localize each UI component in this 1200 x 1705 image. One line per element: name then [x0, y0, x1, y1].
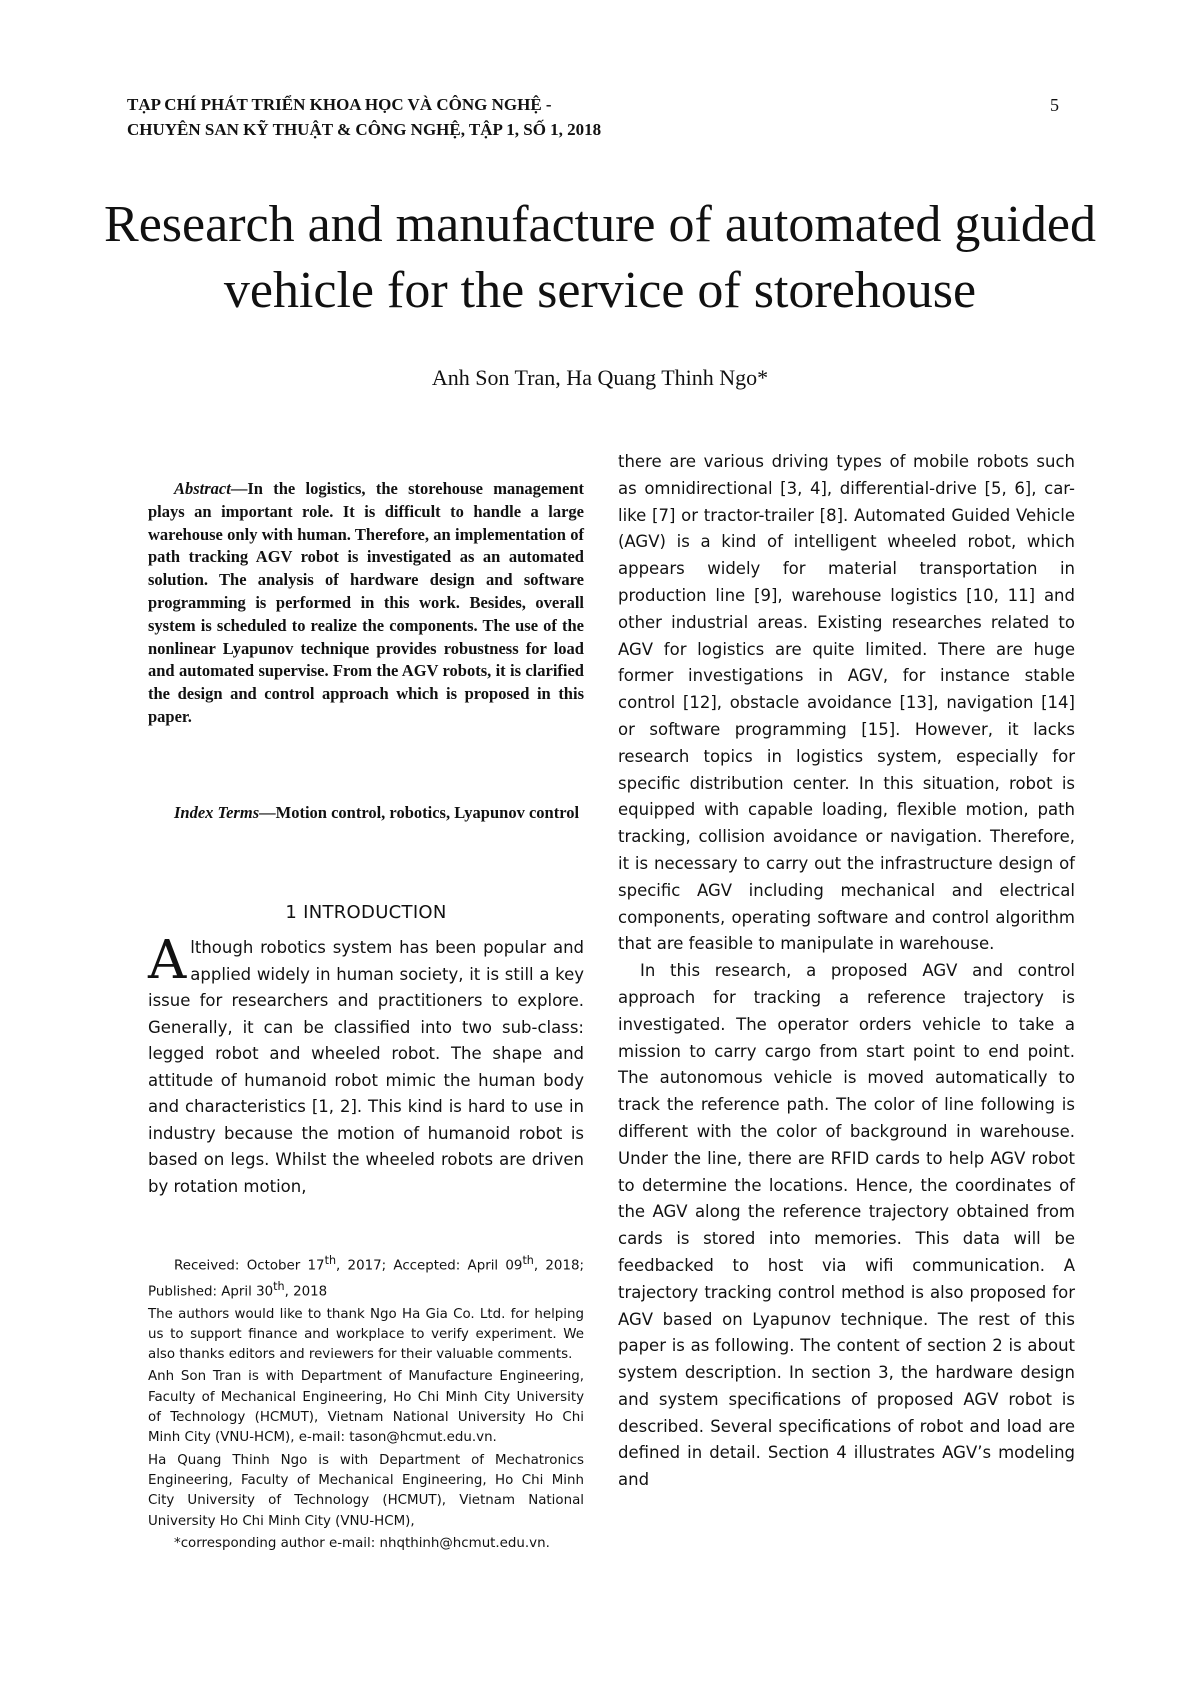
footnote-acknowledgement: The authors would like to thank Ngo Ha Gia Co. Ltd. for helping us to support finance and workplace to verify experiment. We also thanks editors and reviewers for their valuable comments.: [148, 1306, 584, 1363]
paper-title: [60, 192, 1140, 324]
ordinal-suffix: th: [324, 1254, 337, 1267]
index-terms: [148, 801, 584, 824]
index-terms-text: —Motion control, robotics, Lyapunov control: [259, 803, 580, 822]
received-date: Received: October 17: [174, 1258, 325, 1274]
journal-name-line2: CHUYÊN SAN KỸ THUẬT & CÔNG NGHỆ, TẬP 1, SỐ 1, 2018: [127, 120, 602, 139]
page-number: 5: [1050, 95, 1059, 115]
footnotes: [148, 1251, 584, 1556]
journal-name-line1: TẠP CHÍ PHÁT TRIỂN KHOA HỌC VÀ CÔNG NGHỆ -: [127, 95, 552, 114]
journal-header: [127, 92, 601, 142]
ordinal-suffix: th: [273, 1279, 285, 1293]
paper-title-line2: vehicle for the service of storehouse: [223, 262, 977, 319]
published-date: , 2018; Published: April 30: [148, 1258, 584, 1300]
footnote-author1: Anh Son Tran is with Department of Manufacture Engineering, Faculty of Mechanical Engineering, Ho Chi Minh City University of Technology (HCMUT), Vietnam National University Ho Chi Minh City (VNU-HCM), e-mail: tason@hcmut.edu.vn.: [148, 1369, 584, 1446]
introduction-text: lthough robotics system has been popular and applied widely in human society, it is still a key issue for researchers and practitioners to explore. Generally, it can be classified into two sub-class: legged robot and wheeled robot. The shape and attitude of humanoid robot mimic the human body and characteristics [1, 2]. This kind is hard to use in industry because the motion of humanoid robot is based on legs. Whilst the wheeled robots are driven by rotation motion,: [148, 938, 584, 1196]
body-paragraph-2: In this research, a proposed AGV and control approach for tracking a reference trajectory is investigated. The operator orders vehicle to take a mission to carry cargo from start point to end point. The autonomous vehicle is moved automatically to track the reference path. The color of line following is different with the color of background in warehouse. Under the line, there are RFID cards to help AGV robot to determine the locations. Hence, the coordinates of the AGV along the reference trajectory obtained from cards is stored into memories. This data will be feedbacked to host via wifi communication. A trajectory tracking control method is also proposed for AGV based on Lyapunov technique. The rest of this paper is as following. The content of section 2 is about system description. In section 3, the hardware design and system specifications of proposed AGV robot is described. Several specifications of robot and load are defined in detail. Section 4 illustrates AGV’s modeling and: [618, 961, 1075, 1490]
footnote-corresponding: *corresponding author e-mail: nhqthinh@hcmut.edu.vn.: [174, 1535, 550, 1551]
section-heading: 1 INTRODUCTION: [285, 902, 447, 923]
right-column: [618, 449, 1075, 1494]
published-year: , 2018: [284, 1284, 328, 1300]
index-terms-label: Index Terms: [174, 803, 260, 822]
footnote-dates: [148, 1251, 584, 1303]
author-list: Anh Son Tran, Ha Quang Thinh Ngo*: [431, 365, 769, 390]
ordinal-suffix: th: [522, 1254, 534, 1267]
abstract-label: Abstract: [174, 479, 231, 498]
drop-cap: A: [148, 930, 187, 991]
paper-title-line1: Research and manufacture of automated guided: [104, 196, 1096, 253]
abstract-text: —In the logistics, the storehouse management plays an important role. It is difficult to handle a large warehouse only with human. Therefore, an implementation of path tracking AGV robot is investigated as an automated solution. The analysis of hardware design and software programming is performed in this work. Besides, overall system is scheduled to realize the components. The use of the nonlinear Lyapunov technique provides robustness for load and automated supervise. From the AGV robots, it is clarified the design and control approach which is proposed in this paper.: [148, 479, 584, 726]
body-paragraph-1: there are various driving types of mobile robots such as omnidirectional [3, 4], differential-drive [5, 6], car-like [7] or tractor-trailer [8]. Automated Guided Vehicle (AGV) is a kind of intelligent wheeled robot, which appears widely for material transportation in production line [9], warehouse logistics [10, 11] and other industrial areas. Existing researches related to AGV for logistics are quite limited. There are huge former investigations in AGV, for instance stable control [12], obstacle avoidance [13], navigation [14] or software programming [15]. However, it lacks research topics in logistics system, especially for specific distribution center. In this situation, robot is equipped with capable loading, flexible motion, path tracking, collision avoidance or navigation. Therefore, it is necessary to carry out the infrastructure design of specific AGV including mechanical and electrical components, operating software and control algorithm that are feasible to manipulate in warehouse.: [618, 452, 1075, 954]
abstract: [148, 478, 584, 729]
footnote-author2: Ha Quang Thinh Ngo is with Department of Mechatronics Engineering, Faculty of Mechanical Engineering, Ho Chi Minh City University of Technology (HCMUT), Vietnam National University Ho Chi Minh City (VNU-HCM),: [148, 1452, 584, 1529]
introduction-paragraph: [148, 930, 584, 1200]
accepted-date: , 2017; Accepted: April 09: [336, 1258, 523, 1274]
